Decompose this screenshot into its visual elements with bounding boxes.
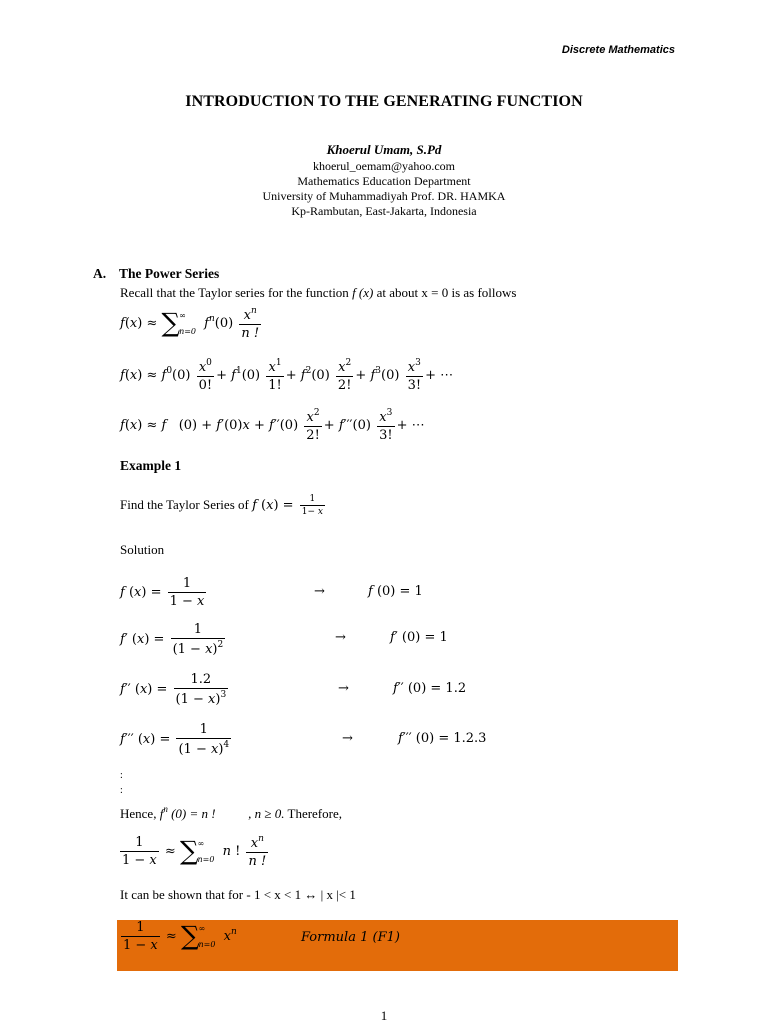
- paper-title: INTRODUCTION TO THE GENERATING FUNCTION: [185, 93, 583, 110]
- solution-label: Solution: [120, 542, 165, 557]
- author-university: University of Muhammadiyah Prof. DR. HAMKA: [262, 189, 506, 203]
- taylor-equation-expanded: $f(x) \approx f^0(0)$ $\frac{x^0}{0!}$ + $f^1(0)$ $\frac{x^1}{1!}$ + $f^2(0)$ $\frac{x^2}{2!}$ + $f^3(0)$ $\frac{x^3}{3!}$ + ⋯: [120, 358, 454, 393]
- author-address: Kp-Rambutan, East-Jakarta, Indonesia: [291, 204, 477, 218]
- derivative-arrow-1: →: [335, 630, 346, 645]
- formula-box: [117, 920, 678, 971]
- hence-sup: n: [163, 804, 168, 814]
- ellipsis-dots-2: :: [120, 785, 123, 796]
- hence-line: [120, 804, 342, 822]
- recall-function: f (x): [352, 285, 374, 300]
- example-function: f (x) = $\frac{1}{1- x}$: [252, 494, 323, 517]
- recall-text-post: is as follows: [451, 285, 517, 300]
- derivative-value-1: f′ (0) = 1: [390, 630, 448, 645]
- derivative-arrow-2: →: [338, 681, 349, 696]
- recall-text-mid: at about: [376, 285, 419, 300]
- hence-rhs: (0) = n !: [171, 806, 216, 821]
- taylor-equation-derivatives: f(x) ≈ f (0) + f′(0)x + f′′(0) $\frac{x^2}{2!}$ + f′′′(0) $\frac{x^3}{3!}$ + ⋯: [120, 408, 425, 443]
- therefore-text: Therefore,: [287, 806, 342, 821]
- derivative-row-0: f (x) = $\frac{1}{1 - x}$: [120, 576, 205, 609]
- recall-condition: x = 0: [421, 285, 449, 300]
- hence-text: Hence,: [120, 806, 157, 821]
- derivative-arrow-3: →: [342, 731, 353, 746]
- author-email: khoerul_oemam@yahoo.com: [312, 159, 455, 173]
- derivative-value-2: f′′ (0) = 1.2: [393, 681, 467, 696]
- shown-condition: - 1 < x < 1 ↔ | x |< 1: [246, 887, 356, 902]
- shown-line: [120, 887, 356, 903]
- running-header: Discrete Mathematics: [561, 44, 675, 56]
- taylor-equation-sum: f(x) ≈ ∑ ∞ n=0 $f^n(0)$ $\frac{x^n}{n !}$: [120, 306, 260, 341]
- hence-expression: [160, 806, 216, 821]
- section-heading: [93, 266, 219, 282]
- shown-text: It can be shown that for: [120, 887, 244, 902]
- derivative-row-1: f′ (x) = $\frac{1}{(1 - x)^2}$: [120, 622, 224, 657]
- section-letter: A.: [93, 266, 107, 281]
- section-title: The Power Series: [119, 266, 220, 281]
- example-heading: Example 1: [120, 458, 182, 473]
- author-name: Khoerul Umam, S.Pd: [326, 142, 442, 157]
- page-number: 1: [380, 1008, 388, 1023]
- hence-f: f: [159, 806, 164, 821]
- derivative-row-3: f′′′ (x) = $\frac{1}{(1 - x)^4}$: [120, 722, 230, 757]
- derivative-value-3: f′′′ (0) = 1.2.3: [398, 731, 487, 746]
- formula-label: Formula 1 (F1): [301, 930, 400, 945]
- series-result-equation: $\frac{1}{1 - x}$ ≈ ∑ ∞ n=0 n ! $\frac{x^n}{n !}$: [122, 834, 267, 869]
- derivative-value-0: f (0) = 1: [368, 584, 423, 599]
- example-prompt: [120, 494, 327, 517]
- derivative-arrow-0: →: [314, 584, 325, 599]
- recall-text-pre: Recall that the Taylor series for the function: [120, 285, 349, 300]
- ellipsis-dots-1: :: [120, 770, 123, 781]
- recall-sentence: [120, 285, 516, 301]
- example-prompt-text: Find the Taylor Series of: [120, 497, 249, 512]
- author-department: Mathematics Education Department: [297, 174, 471, 188]
- derivative-row-2: f′′ (x) = $\frac{1.2}{(1 - x)^3}$: [120, 672, 227, 707]
- hence-condition: , n ≥ 0.: [248, 806, 285, 821]
- formula-equation: $\frac{1}{1 - x}$ ≈ ∑ ∞ n=0 $x^n$: [123, 920, 237, 953]
